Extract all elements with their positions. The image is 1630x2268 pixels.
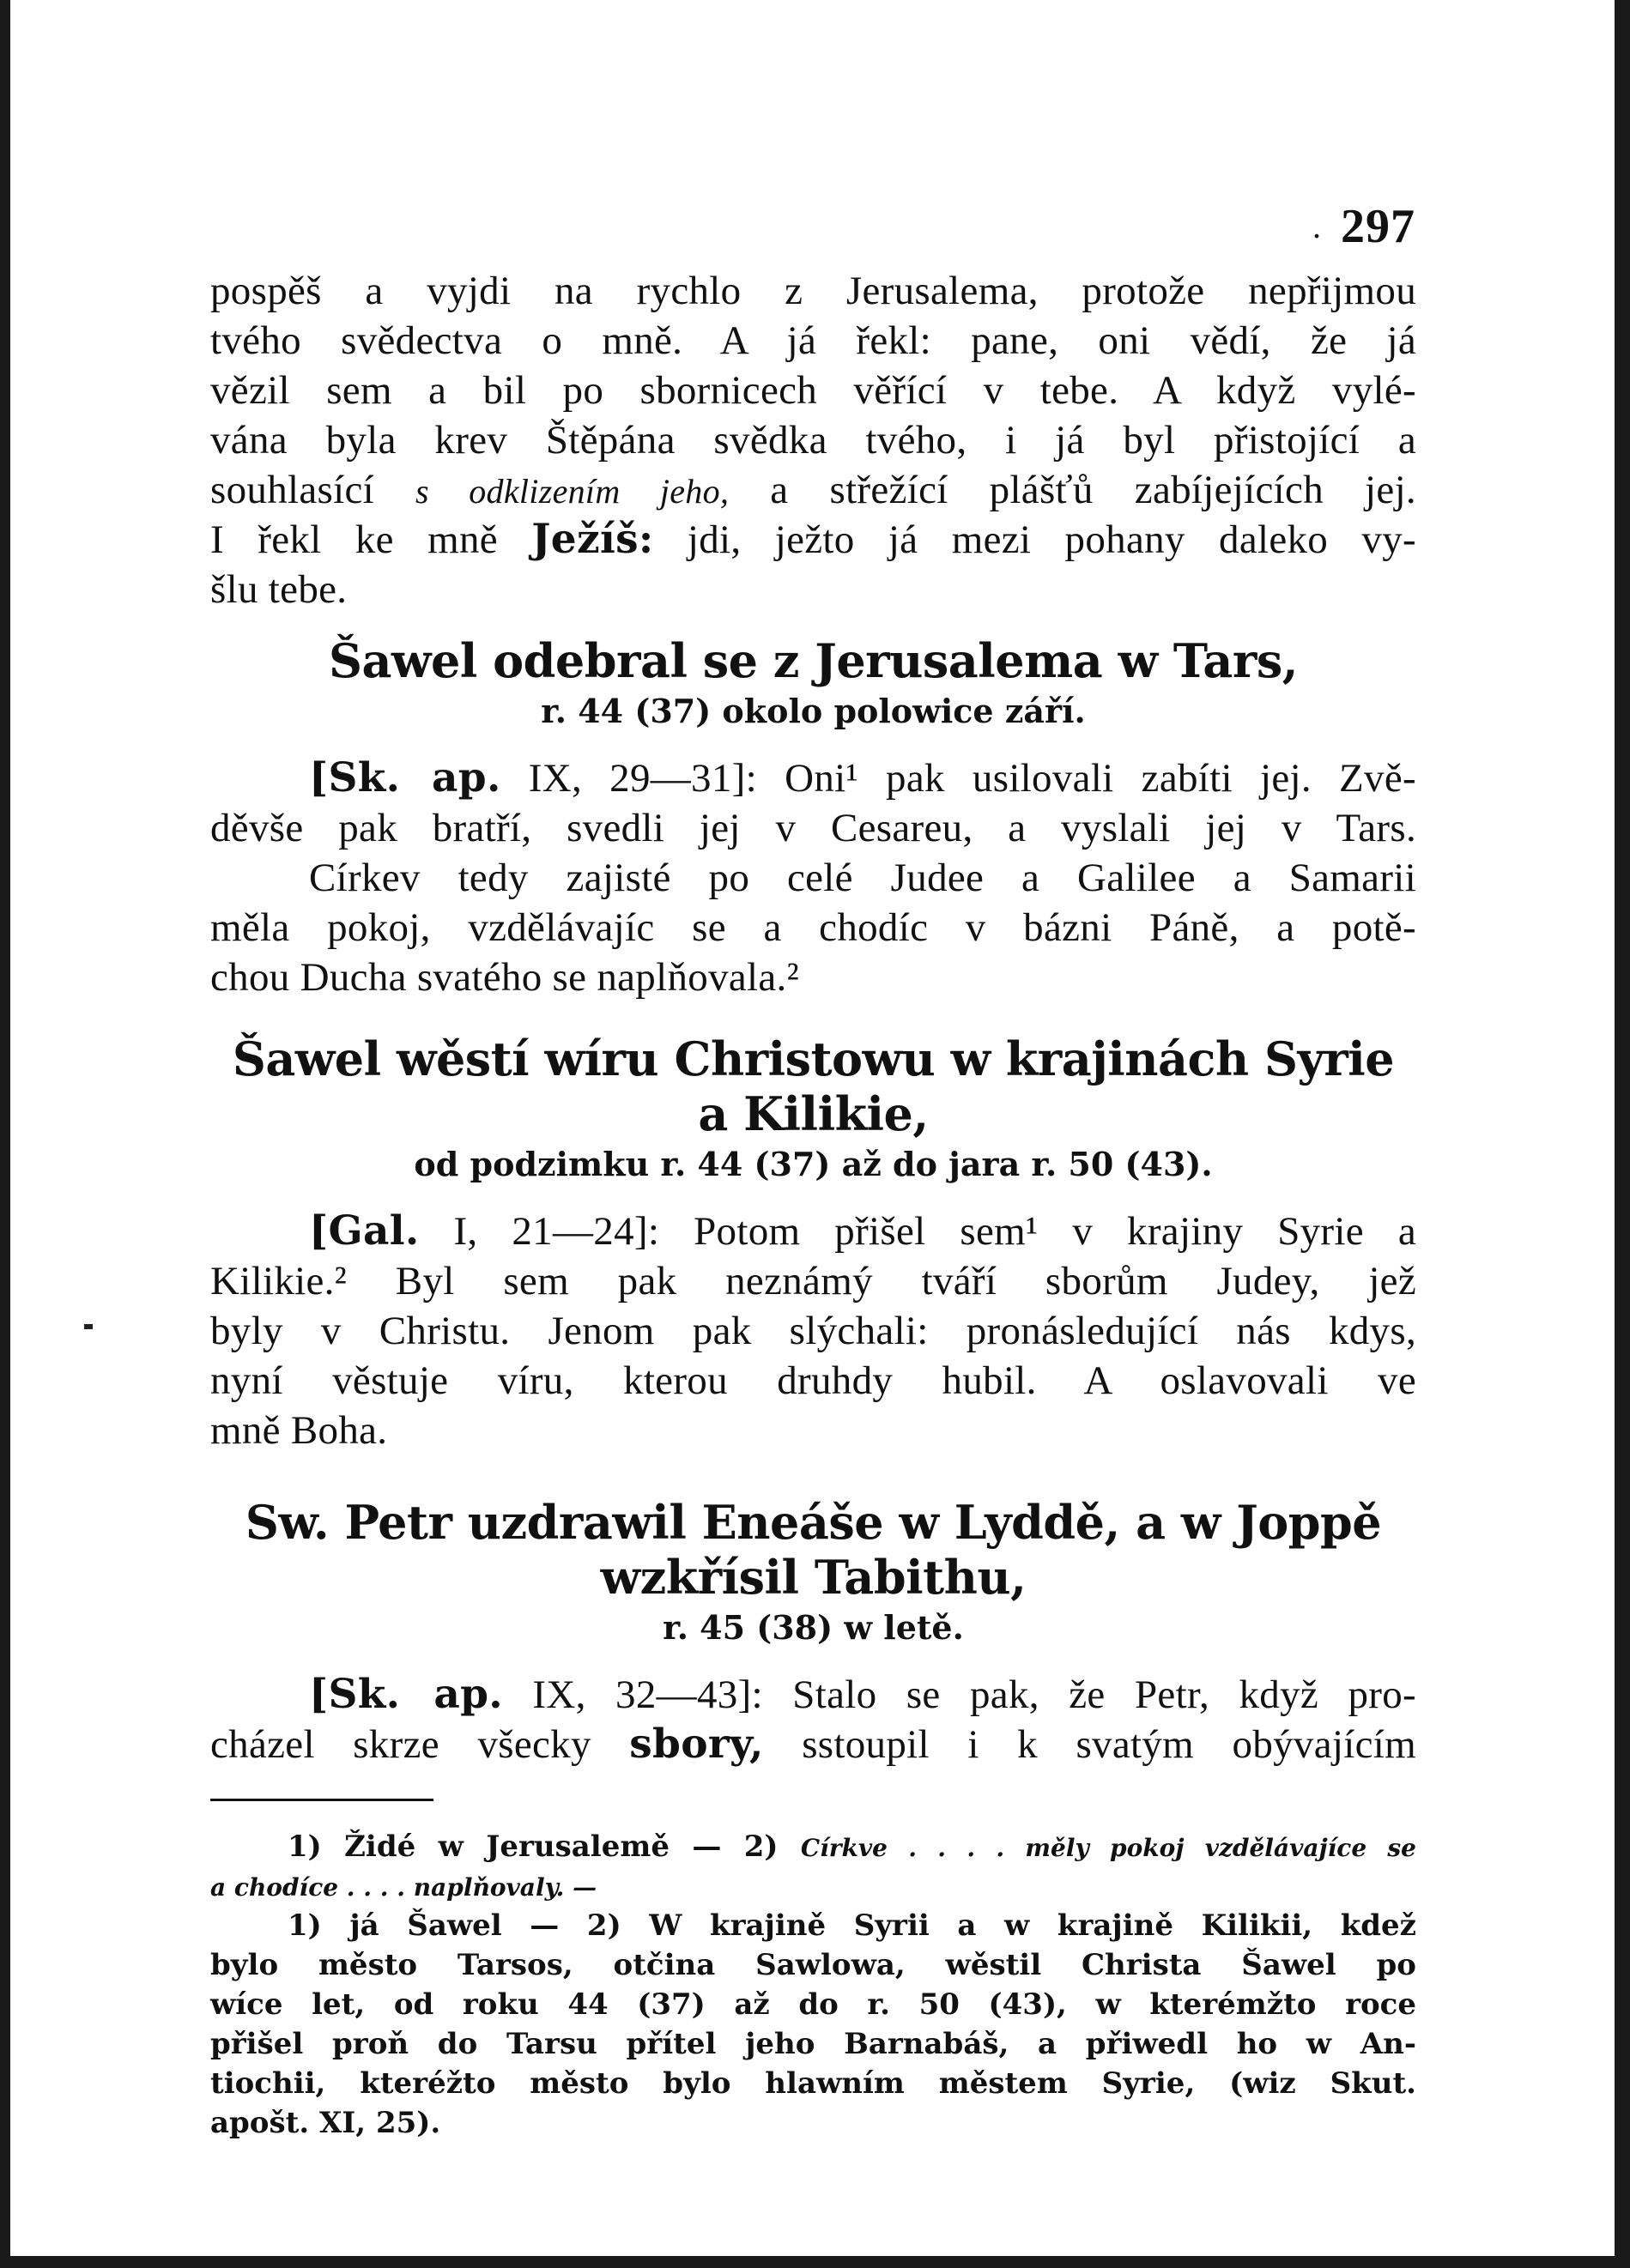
text-segment: IX, 32—43]: Stalo se pak, že Petr, když pro- [532,1672,1416,1717]
text-line: byly v Christu. Jenom pak slýchali: pronásledující nás kdys, [210,1309,1416,1353]
citation: [Gal. [309,1207,420,1255]
section-subheading: od podzimku r. 44 (37) až do jara r. 50 (43). [414,1145,1213,1183]
fraktur-word: Ježíš: [531,516,654,563]
text-segment: IX, 29—31]: Oni¹ pak usilovali zabíti jej. Zvě- [528,756,1416,801]
footnote-line [210,1827,1416,1866]
scan-edge-right [1615,0,1630,2268]
footnote-line: wíce let, od roku 44 (37) až do r. 50 (43), w kterémžto roce [210,1987,1416,2022]
footnotes [210,1827,1416,2143]
text-line: Církev tedy zajisté po celé Judee a Galilee a Samarii [309,856,1416,900]
text-segment: a střežící plášťů zabíjejících jej. [770,468,1416,512]
page-number: 297 [1341,200,1415,253]
citation: [Sk. ap. [309,754,501,801]
section-heading: Šawel wěstí wíru Christowu w krajinách Syrie a Kilikie, [232,1031,1395,1141]
footnote-italic: Církve . . . . měly pokoj vzdělávajíce se [800,1834,1416,1862]
footnote-line [210,1866,1416,1906]
footnote-rule [210,1799,433,1801]
citation: [Sk. ap. [309,1671,503,1718]
text-segment: jdi, ježto já mezi pohany daleko vy- [687,517,1416,562]
footnote-italic: a chodíce . . . . naplňovaly. — [210,1873,597,1902]
scan-edge-left [0,0,10,2268]
text-segment: sstoupil i k svatým obývajícím [802,1722,1416,1767]
section-heading: Šawel odebral se z Jerusalema w Tars, [328,633,1299,688]
text-line: měla pokoj, vzdělávajíc se a chodíc v bázni Páně, a potě- [210,905,1416,950]
text-line [210,1207,1416,1256]
footnote-line: bylo město Tarsos, otčina Sawlowa, wěstil Christa Šawel po [210,1948,1416,1982]
footnote-segment: 1) Židé w Jerusalemě — 2) [288,1830,779,1864]
text-line: chou Ducha svatého se naplňovala.² [210,955,799,1000]
text-line [210,465,1416,515]
text-line [210,1670,1416,1720]
text-line: šlu tebe. [210,567,348,612]
text-line: vězil sem a bil po sbornicech věřící v tebe. A když vylé- [210,368,1416,413]
section-subheading: r. 44 (37) okolo polowice září. [541,692,1086,730]
paragraph-1 [210,266,1416,614]
footnote-line: tiochii, kteréžto město bylo hlawním městem Syrie, (wiz Skut. [210,2066,1416,2101]
scan-edge-bottom [0,2256,1630,2268]
section-heading: Sw. Petr uzdrawil Eneáše w Lyddě, a w Joppě wzkřísil Tabithu, [245,1495,1382,1605]
footnote-line: apošt. XI, 25). [210,2106,441,2140]
text-line: nyní věstuje víru, kterou druhdy hubil. A oslavovali ve [210,1358,1416,1403]
page-mark: . [1312,207,1321,245]
text-segment: I, 21—24]: Potom přišel sem¹ v krajiny Syrie a [453,1209,1416,1254]
text-segment: I řekl ke mně [210,517,498,562]
text-line: mně Boha. [210,1408,388,1453]
text-segment: cházel skrze všecky [210,1722,591,1767]
text-line: děvše pak bratří, svedli jej v Cesareu, a vyslali jej v Tars. [210,806,1416,850]
footnote-line: 1) já Šawel — 2) W krajině Syrii a w krajině Kilikii, kdež [288,1908,1416,1943]
page-content [210,266,1416,2143]
text-line [210,1720,1416,1769]
section-subheading: r. 45 (38) w letě. [663,1608,964,1647]
text-line: Kilikie.² Byl sem pak neznámý tváří sborům Judey, jež [210,1259,1416,1303]
paragraph-2 [210,753,1416,1002]
text-line: tvého svědectva o mně. A já řekl: pane, oni vědí, že já [210,318,1416,363]
scan-speck [84,1324,93,1329]
text-line [210,515,1416,565]
text-line: vána byla krev Štěpána svědka tvého, i já byl přistojící a [210,418,1416,463]
paragraph-3 [210,1207,1416,1455]
paragraph-4 [210,1670,1416,1769]
text-line: pospěš a vyjdi na rychlo z Jerusalema, protože nepřijmou [210,269,1416,313]
text-segment: souhlasící [210,468,374,512]
italic-gloss: s odklizením jeho, [415,472,730,511]
footnote-line: přišel proň do Tarsu přítel jeho Barnabáš, a přiwedl ho w An- [210,2027,1416,2061]
fraktur-word: sbory, [629,1721,764,1768]
text-line [210,753,1416,803]
